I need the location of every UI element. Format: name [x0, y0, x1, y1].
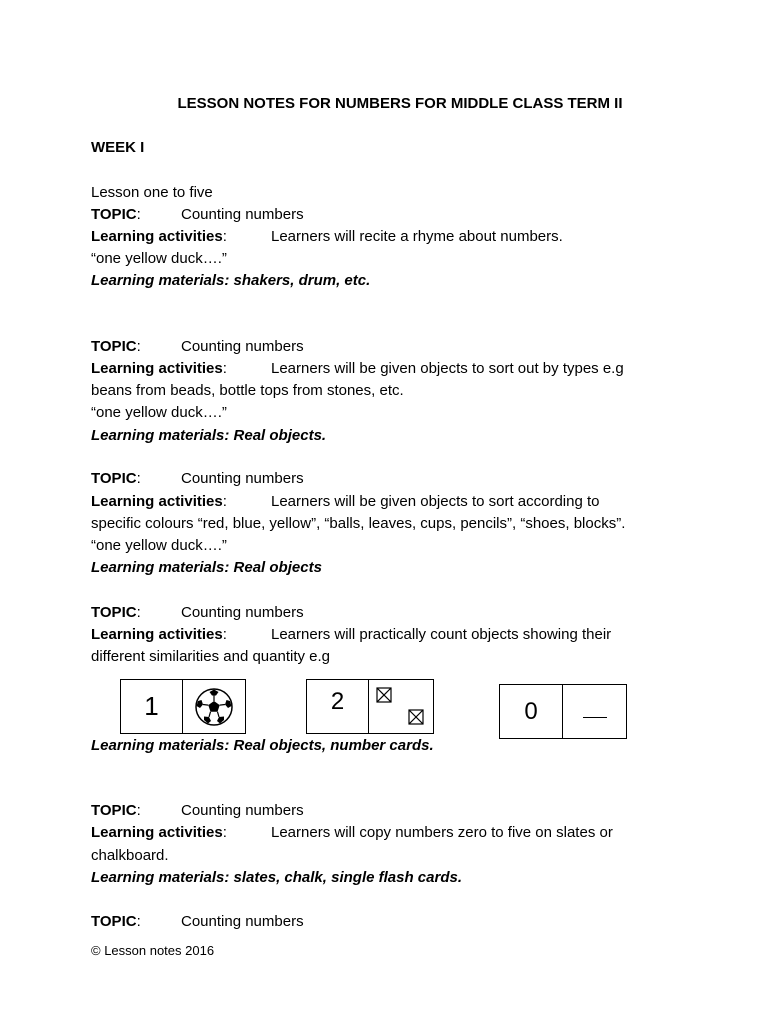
- activity-line: Learning activities: Learners will be given objects to sort according to: [91, 493, 600, 510]
- rhyme-line: “one yellow duck….”: [91, 404, 227, 421]
- activity-continuation: beans from beads, bottle tops from stones, etc.: [91, 382, 404, 399]
- topic-value: Counting numbers: [181, 913, 304, 930]
- lesson-range: Lesson one to five: [91, 184, 213, 201]
- activity-continuation: chalkboard.: [91, 847, 169, 864]
- activity-line: Learning activities: Learners will practically count objects showing their: [91, 626, 612, 643]
- topic-label: TOPIC: [91, 802, 137, 819]
- rhyme-line: “one yellow duck….”: [91, 250, 227, 267]
- number-card: [306, 679, 434, 734]
- card-number: 2: [307, 680, 369, 733]
- topic-line: TOPIC: Counting numbers: [91, 802, 304, 819]
- activity-continuation: different similarities and quantity e.g: [91, 648, 331, 665]
- topic-label: TOPIC: [91, 913, 137, 930]
- topic-line: TOPIC: Counting numbers: [91, 338, 304, 355]
- activity-text: Learners will recite a rhyme about numbers.: [271, 228, 563, 245]
- topic-label: TOPIC: [91, 206, 137, 223]
- activity-text: Learners will practically count objects showing their: [271, 626, 612, 643]
- activity-line: Learning activities: Learners will copy numbers zero to five on slates or: [91, 824, 613, 841]
- materials-line: Learning materials: slates, chalk, single flash cards.: [91, 869, 462, 886]
- activity-text: Learners will copy numbers zero to five on slates or: [271, 824, 613, 841]
- materials-line: Learning materials: Real objects, number cards.: [91, 737, 434, 754]
- card-number: 1: [121, 680, 183, 733]
- page-title: LESSON NOTES FOR NUMBERS FOR MIDDLE CLASS TERM II: [177, 95, 623, 112]
- materials-line: Learning materials: shakers, drum, etc.: [91, 272, 371, 289]
- activities-label: Learning activities: [91, 228, 223, 245]
- activities-label: Learning activities: [91, 360, 223, 377]
- topic-value: Counting numbers: [181, 470, 304, 487]
- topic-line: TOPIC: Counting numbers: [91, 206, 304, 223]
- topic-label: TOPIC: [91, 338, 137, 355]
- footer-copyright: © Lesson notes 2016: [91, 943, 215, 958]
- activities-label: Learning activities: [91, 493, 223, 510]
- topic-label: TOPIC: [91, 604, 137, 621]
- materials-line: Learning materials: Real objects.: [91, 427, 327, 444]
- topic-value: Counting numbers: [181, 802, 304, 819]
- number-card: [499, 684, 627, 739]
- activity-continuation: specific colours “red, blue, yellow”, “balls, leaves, cups, pencils”, “shoes, blocks”.: [91, 515, 626, 532]
- topic-line: TOPIC: Counting numbers: [91, 604, 304, 621]
- card-number: 0: [500, 685, 563, 738]
- activity-line: Learning activities: Learners will recite a rhyme about numbers.: [91, 228, 563, 245]
- card-picture: [369, 680, 433, 733]
- topic-value: Counting numbers: [181, 338, 304, 355]
- soccer-ball-icon: [194, 687, 234, 727]
- activities-label: Learning activities: [91, 626, 223, 643]
- card-picture: [563, 685, 626, 738]
- rhyme-line: “one yellow duck….”: [91, 537, 227, 554]
- topic-line: TOPIC: Counting numbers: [91, 470, 304, 487]
- card-picture: [183, 680, 245, 733]
- activity-text: Learners will be given objects to sort out by types e.g: [271, 360, 624, 377]
- activity-line: Learning activities: Learners will be given objects to sort out by types e.g: [91, 360, 624, 377]
- activities-label: Learning activities: [91, 824, 223, 841]
- week-heading: WEEK I: [91, 139, 145, 156]
- materials-line: Learning materials: Real objects: [91, 559, 322, 576]
- activity-text: Learners will be given objects to sort according to: [271, 493, 600, 510]
- topic-line: TOPIC: Counting numbers: [91, 913, 304, 930]
- number-card: [120, 679, 246, 734]
- blank-line: [583, 717, 607, 718]
- topic-label: TOPIC: [91, 470, 137, 487]
- topic-value: Counting numbers: [181, 604, 304, 621]
- topic-value: Counting numbers: [181, 206, 304, 223]
- two-crossed-boxes-icon: [371, 682, 431, 732]
